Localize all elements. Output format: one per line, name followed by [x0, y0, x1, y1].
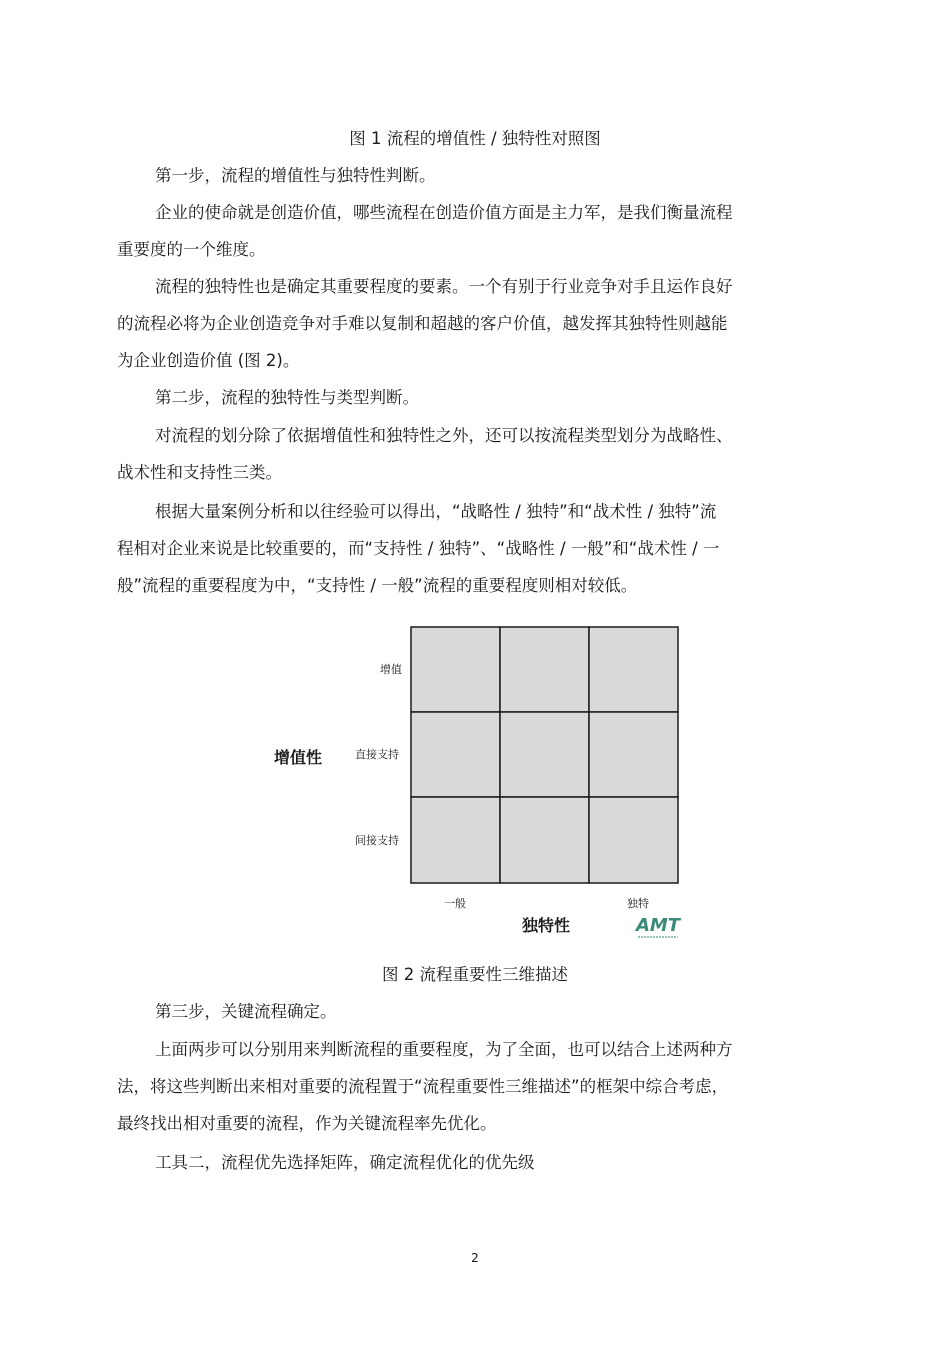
- paragraph-line: 根据大量案例分析和以往经验可以得出，“战略性 / 独特”和“战术性 / 独特”流: [155, 502, 717, 521]
- matrix-cell: [500, 797, 589, 883]
- paragraph-line: 为企业创造价值 (图 2)。: [117, 351, 300, 370]
- x-label-unique: 独特: [627, 897, 649, 910]
- paragraph-line: 对流程的划分除了依据增值性和独特性之外，还可以按流程类型划分为战略性、: [155, 426, 733, 445]
- paragraph-step3: 第三步，关键流程确定。: [155, 1002, 337, 1021]
- matrix-cells: [411, 627, 678, 883]
- y-axis-title: 增值性: [273, 748, 323, 767]
- figure-2-caption: 图 2 流程重要性三维描述: [382, 965, 568, 984]
- matrix-cell: [500, 627, 589, 712]
- y-label-indirect-support: 间接支持: [355, 834, 399, 847]
- paragraph-line: 流程的独特性也是确定其重要程度的要素。一个有别于行业竞争对手且运作良好: [155, 277, 733, 296]
- y-label-direct-support: 直接支持: [355, 748, 399, 761]
- paragraph-line: 上面两步可以分别用来判断流程的重要程度，为了全面，也可以结合上述两种方: [155, 1040, 733, 1059]
- matrix-cell: [589, 627, 678, 712]
- paragraph-line: 法，将这些判断出来相对重要的流程置于“流程重要性三维描述”的框架中综合考虑，: [117, 1077, 729, 1096]
- matrix-cell: [411, 797, 500, 883]
- figure-1-caption: 图 1 流程的增值性 / 独特性对照图: [349, 129, 601, 148]
- paragraph-step1: 第一步，流程的增值性与独特性判断。: [155, 166, 436, 185]
- x-label-general: 一般: [444, 897, 466, 910]
- matrix-cell: [411, 627, 500, 712]
- paragraph-line: 企业的使命就是创造价值，哪些流程在创造价值方面是主力军，是我们衡量流程: [155, 203, 733, 222]
- paragraph-line: 程相对企业来说是比较重要的，而“支持性 / 独特”、“战略性 / 一般”和“战术性 / 一: [117, 539, 720, 558]
- paragraph-line: 重要度的一个维度。: [117, 240, 266, 259]
- y-label-value-added: 增值: [380, 663, 402, 676]
- paragraph-line: 最终找出相对重要的流程，作为关键流程率先优化。: [117, 1114, 497, 1133]
- x-axis-title: 独特性: [521, 916, 571, 935]
- paragraph-tool2: 工具二，流程优先选择矩阵，确定流程优化的优先级: [155, 1153, 535, 1172]
- paragraph-step2: 第二步，流程的独特性与类型判断。: [155, 388, 419, 407]
- matrix-cell: [500, 712, 589, 797]
- paragraph-line: 战术性和支持性三类。: [117, 463, 282, 482]
- paragraph-line: 的流程必将为企业创造竞争对手难以复制和超越的客户价值，越发挥其独特性则越能: [117, 314, 728, 333]
- matrix-cell: [411, 712, 500, 797]
- paragraph-line: 般”流程的重要程度为中，“支持性 / 一般”流程的重要程度则相对较低。: [117, 576, 638, 595]
- page-number: 2: [471, 1251, 479, 1265]
- amt-logo: AMT: [635, 915, 681, 936]
- matrix-cell: [589, 712, 678, 797]
- matrix-cell: [589, 797, 678, 883]
